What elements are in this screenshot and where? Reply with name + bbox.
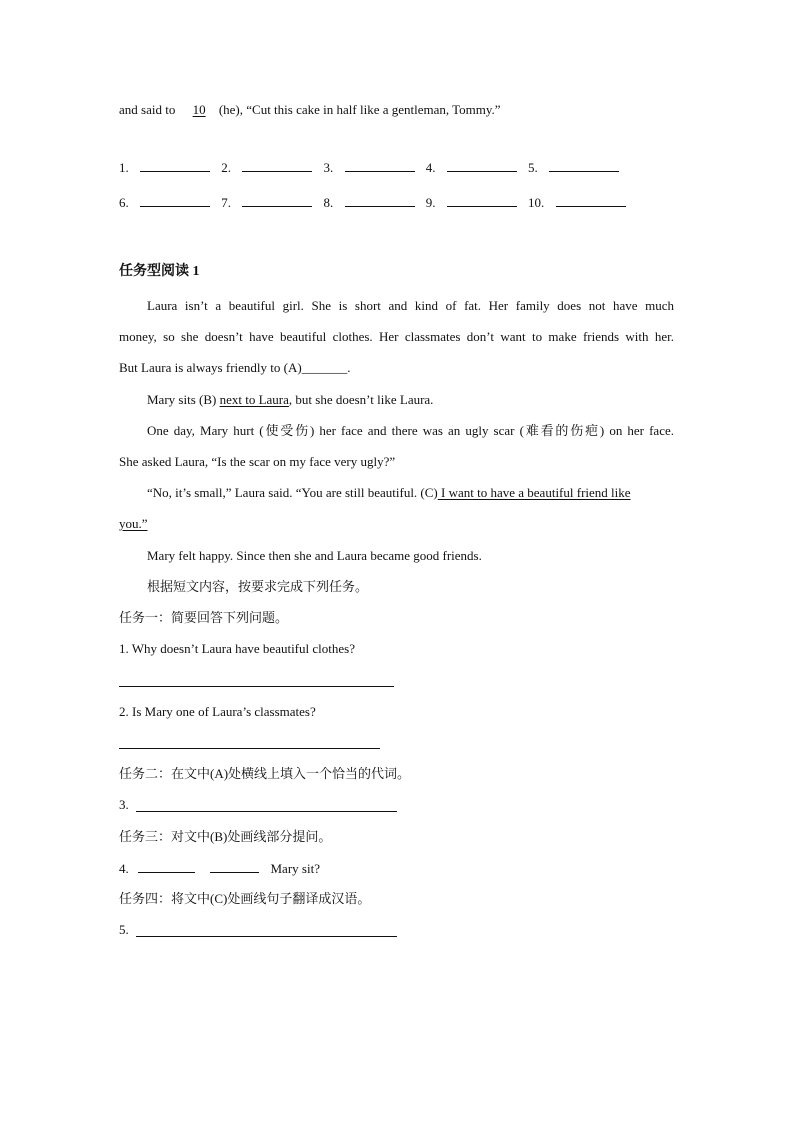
passage-line: Laura isn’t a beautiful girl. She is short and kind of fat. Her family does not have much [147, 298, 674, 313]
blank-a[interactable]: _______ [301, 360, 348, 375]
top-sentence-prefix: and said to [119, 102, 179, 117]
passage-line: One day, Mary hurt (使受伤) her face and there was an ugly scar (难看的伤疤) on her face. [147, 423, 674, 438]
answer-blank[interactable] [242, 158, 312, 172]
question-label: 4. [119, 861, 129, 876]
underlined-c: you.” [119, 516, 148, 531]
top-sentence [119, 101, 501, 119]
answer-blank[interactable] [345, 193, 415, 207]
answer-blank[interactable] [140, 193, 210, 207]
answer-row-1 [119, 158, 627, 177]
passage-line-c2 [119, 515, 148, 533]
answer-label: 8. [323, 195, 334, 210]
answer-label: 9. [425, 195, 436, 210]
answer-blank[interactable] [345, 158, 415, 172]
passage-line: She asked Laura, “Is the scar on my face very ugly?” [119, 454, 396, 469]
answer-blank-4b[interactable] [210, 859, 259, 873]
answer-line-5[interactable] [136, 936, 397, 937]
passage-text: “No, it’s small,” Laura said. “You are still beautiful. (C) [147, 485, 438, 500]
passage-text: Mary sits (B) [147, 392, 220, 407]
top-sentence-suffix: (he), “Cut this cake in half like a gentleman, Tommy.” [218, 102, 501, 117]
blank-number-10: 10 [192, 102, 206, 117]
question-label: 5. [119, 922, 129, 937]
passage-line: Mary felt happy. Since then she and Laura became good friends. [147, 548, 482, 563]
task4-title: 任务四：将文中(C)处画线句子翻译成汉语。 [119, 891, 371, 906]
passage-text: But Laura is always friendly to (A) [119, 360, 302, 375]
question-1: 1. Why doesn’t Laura have beautiful clothes? [119, 641, 355, 656]
answer-label: 4. [425, 160, 436, 175]
passage-line-c [147, 484, 674, 502]
answer-label: 5. [528, 160, 538, 175]
answer-label: 2. [221, 160, 231, 175]
answer-label: 6. [119, 195, 129, 210]
answer-label: 7. [221, 195, 231, 210]
answer-row-2 [119, 193, 634, 212]
task1-title: 任务一：简要回答下列问题。 [119, 610, 289, 625]
underlined-b: next to Laura [219, 392, 289, 407]
answer-blank[interactable] [447, 193, 517, 207]
answer-label: 10. [528, 195, 545, 210]
question-tail: Mary sit? [270, 861, 320, 876]
answer-blank[interactable] [140, 158, 210, 172]
answer-blank-4a[interactable] [138, 859, 195, 873]
answer-blank[interactable] [549, 158, 619, 172]
question-4 [119, 859, 320, 878]
answer-line-3[interactable] [136, 811, 397, 812]
passage-line: money, so she doesn’t have beautiful clothes. Her classmates don’t want to make friends with her. [119, 329, 674, 344]
passage-text: , but she doesn’t like Laura. [288, 392, 434, 407]
question-label: 3. [119, 797, 129, 812]
underlined-c: I want to have a beautiful friend like [437, 485, 631, 500]
passage-text: . [347, 360, 351, 375]
answer-line-2[interactable] [119, 748, 380, 749]
task2-title: 任务二：在文中(A)处横线上填入一个恰当的代词。 [119, 766, 411, 781]
answer-line-1[interactable] [119, 686, 394, 687]
question-3 [119, 796, 129, 814]
passage-line-a [119, 359, 350, 377]
task3-title: 任务三：对文中(B)处画线部分提问。 [119, 829, 332, 844]
instruction: 根据短文内容，按要求完成下列任务。 [147, 579, 369, 594]
answer-blank[interactable] [447, 158, 517, 172]
answer-label: 1. [119, 160, 129, 175]
section-title: 任务型阅读 1 [119, 264, 200, 279]
question-2: 2. Is Mary one of Laura’s classmates? [119, 704, 316, 719]
question-5 [119, 921, 129, 939]
passage-line-b [147, 391, 433, 409]
answer-blank[interactable] [556, 193, 626, 207]
answer-blank[interactable] [242, 193, 312, 207]
answer-label: 3. [323, 160, 334, 175]
